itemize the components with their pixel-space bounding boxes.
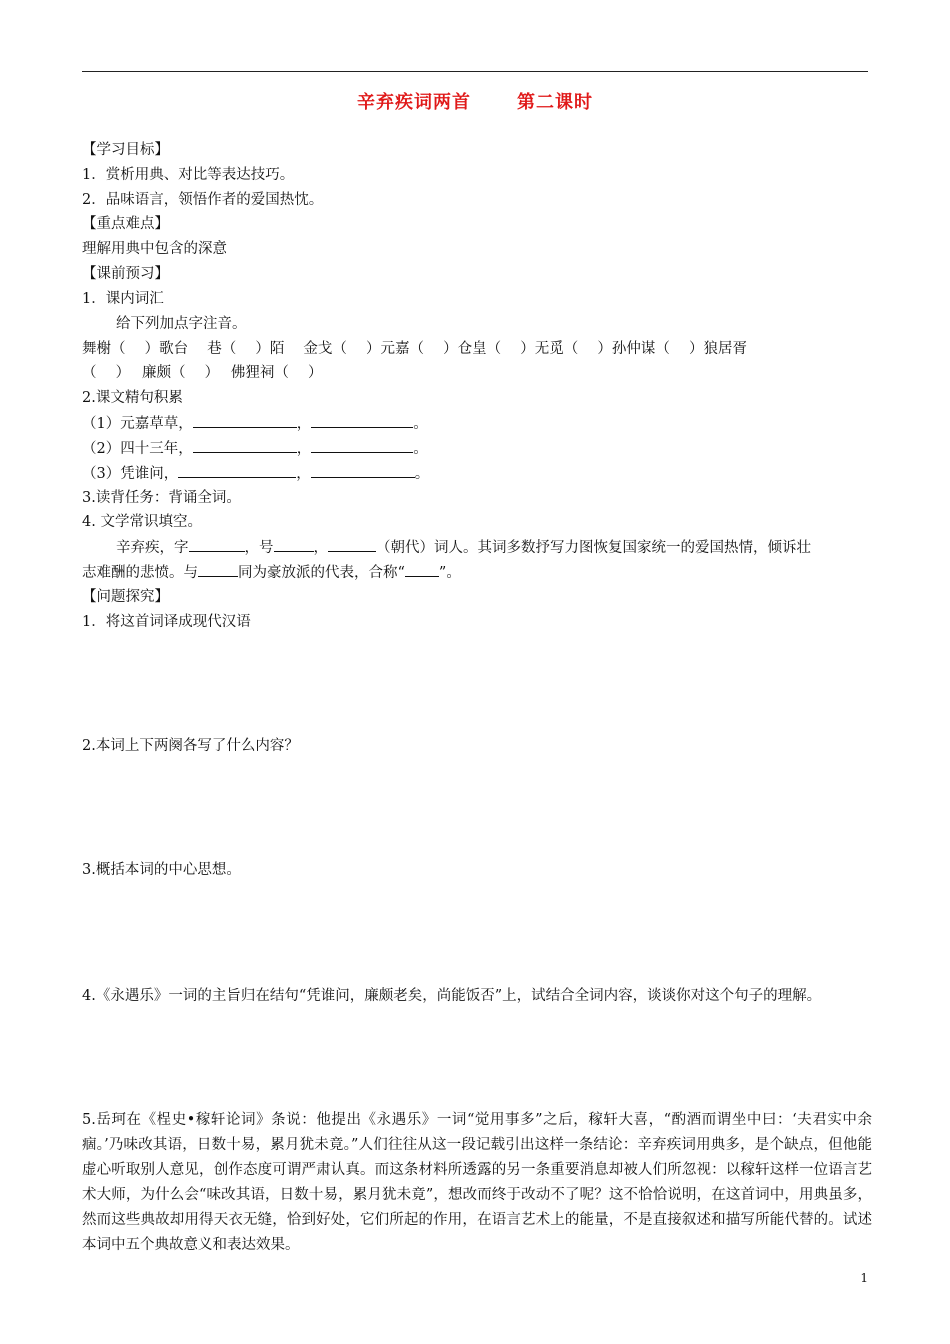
goal-item-1: 1．赏析用典、对比等表达技巧。 (82, 167, 295, 183)
section-header-goals: 【学习目标】 (82, 142, 169, 158)
answer-blank[interactable] (178, 463, 296, 478)
question-2: 2.本词上下两阕各写了什么内容？ (82, 738, 299, 754)
section-header-preview: 【课前预习】 (82, 266, 169, 282)
answer-blank[interactable] (198, 562, 238, 577)
lit-text-e: 志难酬的悲愤。与 (82, 565, 198, 581)
vocab-title: 1．课内词汇 (82, 291, 164, 307)
sentence-fill-1 (82, 413, 428, 434)
question-4: 4.《永遇乐》一词的主旨归在结句“凭谁问，廉颇老矣，尚能饭否”上，试结合全词内容，谈谈你对这个句子的理解。 (82, 988, 822, 1004)
period: 。 (413, 441, 428, 457)
pinyin-line-2: （ ） 廉颇（ ） 佛狸祠（ ） (82, 365, 323, 381)
section-header-inquiry: 【问题探究】 (82, 589, 169, 605)
sentence-2-text: （2）四十三年， (82, 441, 193, 457)
answer-blank[interactable] (405, 562, 439, 577)
lit-text-f: 同为豪放派的代表，合称“ (238, 565, 405, 581)
question-3: 3.概括本词的中心思想。 (82, 862, 241, 878)
section-header-difficulty: 【重点难点】 (82, 216, 169, 232)
difficulty-text: 理解用典中包含的深意 (82, 241, 227, 257)
comma: ， (296, 416, 312, 432)
vocab-instruction: 给下列加点字注音。 (116, 316, 247, 332)
top-rule (82, 71, 868, 72)
lit-text-d: （朝代）词人。其词多数抒写力图恢复国家统一的爱国热情，倾诉壮 (376, 540, 811, 556)
period: 。 (414, 466, 430, 482)
lit-text-a: 辛弃疾，字 (116, 540, 189, 556)
comma: ， (296, 441, 312, 457)
question-5: 5.岳珂在《桯史•稼轩论词》条说：他提出《永遇乐》一词“觉用事多”之后，稼轩大喜，“酌酒而谓坐中曰：‘夫君实中余痼。’乃味改其语，日数十易，累月犹未竟。”人们往往从这一段记载引出这样一条结论：辛弃疾词用典多，是个缺点，但他能虚心听取别人意见，创作态度可谓严肃认真。而这条材料所透露的另一条重要消息却被人们所忽视：以稼轩这样一位语言艺术大师，为什么会“味改其语，日数十易，累月犹未竟”，想改而终于改动不了呢？这不恰恰说明，在这首词中，用典虽多，然而这些典故却用得天衣无缝，恰到好处，它们所起的作用，在语言艺术上的能量，不是直接叙述和描写所能代替的。试述本词中五个典故意义和表达效果。 (82, 1112, 872, 1253)
answer-blank[interactable] (311, 463, 415, 478)
answer-blank[interactable] (311, 438, 413, 453)
title-lesson: 第二课时 (517, 92, 593, 113)
sentence-3-text: （3）凭谁问， (82, 466, 179, 482)
lit-text-c: ， (313, 540, 328, 556)
comma: ， (296, 466, 311, 482)
answer-blank[interactable] (274, 537, 314, 552)
sentences-title: 2.课文精句积累 (82, 390, 183, 406)
lit-text-b: ，号 (244, 540, 274, 556)
answer-blank[interactable] (193, 413, 297, 428)
sentence-1-text: （1）元嘉草草， (82, 416, 193, 432)
goal-item-2: 2．品味语言，领悟作者的爱国热忱。 (82, 192, 324, 208)
answer-blank[interactable] (189, 537, 245, 552)
question-1: 1．将这首词译成现代汉语 (82, 614, 251, 630)
title-main: 辛弃疾词两首 (357, 92, 471, 113)
literature-title: 4. 文学常识填空。 (82, 514, 202, 530)
pinyin-line-1: 舞榭（ ）歌台 巷（ ）陌 金戈（ ）元嘉（ ）仓皇（ ）无觅（ ）孙仲谋（ ）狼居胥 (82, 341, 747, 357)
recite-task: 3.读背任务：背诵全词。 (82, 490, 241, 506)
page-title (0, 88, 950, 114)
literature-fill-line-2 (82, 562, 461, 583)
literature-fill-line-1 (116, 537, 811, 558)
page-number: 1 (860, 1271, 868, 1285)
lit-text-g: ”。 (438, 565, 461, 581)
answer-blank[interactable] (311, 413, 413, 428)
answer-blank[interactable] (328, 537, 376, 552)
answer-blank[interactable] (193, 438, 297, 453)
period: 。 (413, 416, 428, 432)
sentence-fill-2 (82, 438, 428, 459)
sentence-fill-3 (82, 463, 429, 484)
